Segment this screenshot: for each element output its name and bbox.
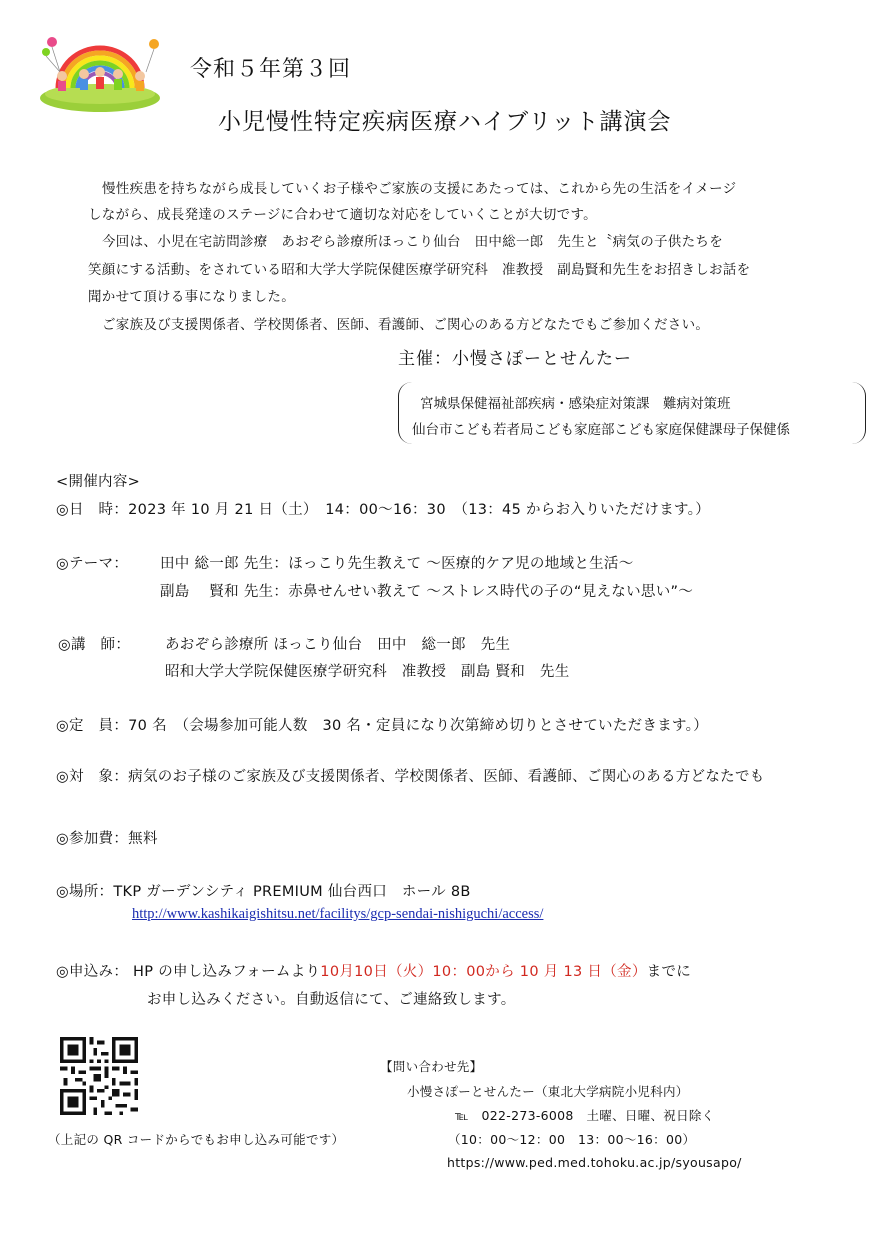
capacity: ◎定 員：70 名 （会場参加可能人数 30 名・定員になり次第締め切りとさせていただきます。）: [56, 718, 709, 734]
lecturer-label: ◎講 師：: [58, 637, 131, 653]
application-period: 10月10日（火）10：00から 10 月 13 日（金）: [320, 964, 647, 980]
participation-fee: ◎参加費：無料: [56, 831, 158, 847]
application-line: [56, 960, 691, 981]
qr-code[interactable]: [60, 1037, 138, 1115]
title-session: 令和５年第３回: [190, 57, 352, 82]
target-audience: ◎対 象：病気のお子様のご家族及び支援関係者、学校関係者、医師、看護師、ご関心のある方どなたでも: [56, 769, 765, 785]
intro-line: 今回は、小児在宅訪問診療 あおぞら診療所ほっこり仙台 田中総一郎 先生と〝病気の子供たちを: [102, 234, 723, 250]
event-date: ◎日 時：2023 年 10 月 21 日（土） 14：00〜16：30 （13：45 からお入りいただけます。）: [56, 502, 711, 518]
details-heading: <開催内容>: [56, 474, 141, 490]
application-suffix: までに: [646, 964, 692, 980]
rainbow-children-illustration: [38, 32, 168, 112]
contact-organization: 小慢さぽーとせんたー（東北大学病院小児科内）: [407, 1084, 689, 1099]
qr-note: （上記の QR コードからでもお申し込み可能です）: [48, 1132, 345, 1147]
lecturer-item: 昭和大学大学院保健医療学研究科 准教授 副島 賢和 先生: [165, 664, 570, 680]
contact-heading: 【問い合わせ先】: [380, 1059, 483, 1074]
application-prefix: ◎申込み： HP の申し込みフォームより: [56, 964, 321, 980]
intro-line: 笑顔にする活動〟をされている昭和大学大学院保健医療学研究科 准教授 副島賢和先生をお招きしお話を: [88, 262, 751, 278]
theme-item: 田中 総一郎 先生：ほっこり先生教えて ～医療的ケア児の地域と生活～: [160, 556, 634, 572]
intro-line: 慢性疾患を持ちながら成長していくお子様やご家族の支援にあたっては、これから先の生活をイメージ: [102, 181, 737, 197]
intro-line: ご家族及び支援関係者、学校関係者、医師、看護師、ご関心のある方どなたでもご参加ください。: [102, 317, 710, 333]
theme-item: 副島 賢和 先生：赤鼻せんせい教えて ～ストレス時代の子の“見えない思い”～: [160, 584, 694, 600]
host-label: 主催：小慢さぽーとせんたー: [398, 349, 632, 369]
intro-line: しながら、成長発達のステージに合わせて適切な対応をしていくことが大切です。: [88, 207, 597, 223]
title-lecture: 小児慢性特定疾病医療ハイブリット講演会: [218, 109, 672, 135]
co-host: 宮城県保健福祉部疾病・感染症対策課 難病対策班: [420, 396, 731, 412]
contact-phone: ℡ 022-273-6008 土曜、日曜、祝日除く: [455, 1108, 715, 1123]
venue-access-link[interactable]: http://www.kashikaigishitsu.net/facilitys/gcp-sendai-nishiguchi/access/: [132, 906, 544, 922]
intro-line: 聞かせて頂ける事になりました。: [88, 289, 295, 305]
theme-label: ◎テーマ：: [56, 556, 129, 572]
contact-website-link[interactable]: https://www.ped.med.tohoku.ac.jp/syousapo/: [447, 1155, 742, 1170]
contact-hours: （10：00～12：00 13：00～16：00）: [448, 1132, 696, 1147]
co-host: 仙台市こども若者局こども家庭部こども家庭保健課母子保健係: [412, 422, 790, 438]
application-note: お申し込みください。自動返信にて、ご連絡致します。: [147, 992, 516, 1008]
venue: ◎場所：TKP ガーデンシティ PREMIUM 仙台西口 ホール 8B: [56, 884, 471, 900]
lecturer-item: あおぞら診療所 ほっこり仙台 田中 総一郎 先生: [165, 637, 511, 653]
